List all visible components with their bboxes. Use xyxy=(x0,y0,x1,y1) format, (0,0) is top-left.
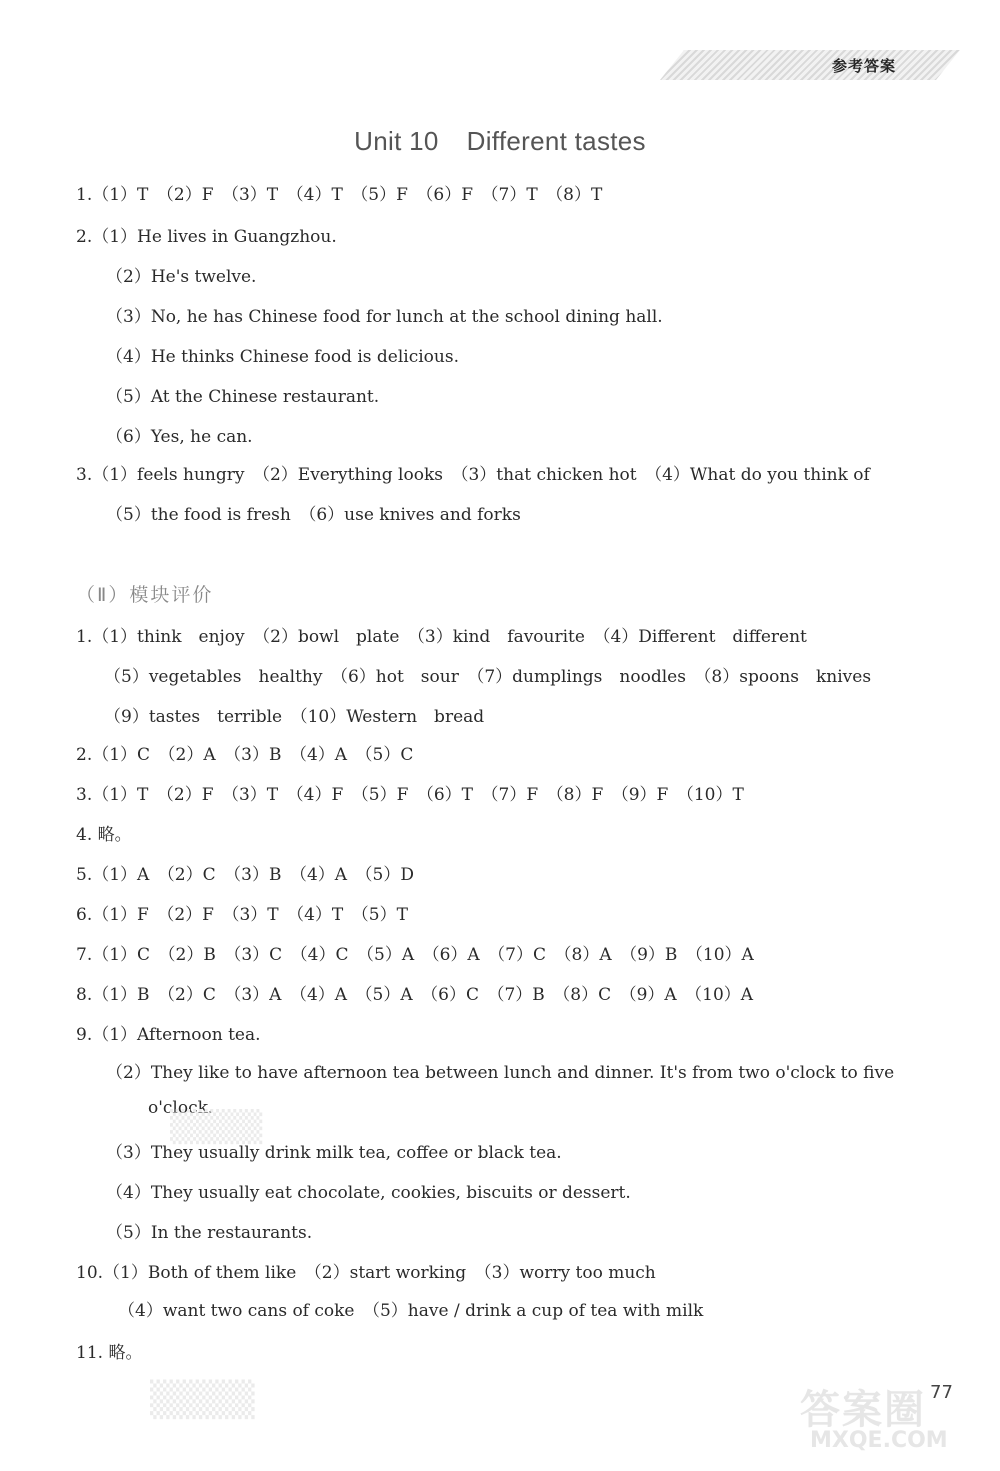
answer-line: 4. 略。 xyxy=(76,825,132,845)
answer-line: 2.（1）C （2）A （3）B （4）A （5）C xyxy=(76,745,414,765)
answer-line: （4）want two cans of coke （5）have / drink a cup of tea with milk xyxy=(118,1301,704,1321)
answer-line: 7.（1）C （2）B （3）C （4）C （5）A （6）A （7）C （8）A （9）B （10）A xyxy=(76,945,754,965)
page-number: 77 xyxy=(930,1382,953,1403)
answer-line: 3.（1）feels hungry （2）Everything looks （3）that chicken hot （4）What do you think of xyxy=(76,465,870,485)
header-label: 参考答案 xyxy=(832,57,897,75)
answer-line: 1.（1）T （2）F （3）T （4）T （5）F （6）F （7）T （8）T xyxy=(76,185,603,205)
answer-line: 10.（1）Both of them like （2）start working （3）worry too much xyxy=(76,1263,656,1283)
answer-line: （9）tastes terrible （10）Western bread xyxy=(104,707,485,727)
answer-line: （5）In the restaurants. xyxy=(106,1223,313,1243)
footer-logo-url: MXQE.COM xyxy=(810,1428,948,1453)
answer-line: （5）the food is fresh （6）use knives and forks xyxy=(106,505,521,525)
footer-logo xyxy=(800,1378,990,1458)
answer-line: 6.（1）F （2）F （3）T （4）T （5）T xyxy=(76,905,408,925)
answer-line: 11. 略。 xyxy=(76,1343,143,1363)
answer-line: （3）No, he has Chinese food for lunch at the school dining hall. xyxy=(106,307,663,327)
answer-line: 3.（1）T （2）F （3）T （4）F （5）F （6）T （7）F （8）F （9）F （10）T xyxy=(76,785,744,805)
unit-title xyxy=(0,126,1000,157)
answer-line: （5）vegetables healthy （6）hot sour （7）dumplings noodles （8）spoons knives xyxy=(104,667,872,687)
unit-number: Unit 10 xyxy=(354,126,439,156)
answer-line: （3）They usually drink milk tea, coffee or black tea. xyxy=(106,1143,562,1163)
watermark-stamp: ▒▒▒▒ xyxy=(170,1110,263,1145)
answer-line: 5.（1）A （2）C （3）B （4）A （5）D xyxy=(76,865,414,885)
answer-line: （4）He thinks Chinese food is delicious. xyxy=(106,347,459,367)
unit-name: Different tastes xyxy=(466,126,646,156)
answer-line: o'clock. xyxy=(148,1098,214,1118)
answer-line: （6）Yes, he can. xyxy=(106,427,253,447)
answer-line: 1.（1）think enjoy （2）bowl plate （3）kind favourite （4）Different different xyxy=(76,627,807,647)
footer-logo-mark: 答案圈 xyxy=(800,1387,926,1433)
answer-line: 9.（1）Afternoon tea. xyxy=(76,1025,261,1045)
answer-line: （5）At the Chinese restaurant. xyxy=(106,387,380,407)
header-band xyxy=(660,50,960,80)
watermark-stamp: ▒▒▒▒ xyxy=(150,1380,255,1420)
answer-line: 2.（1）He lives in Guangzhou. xyxy=(76,227,337,247)
answer-line: （4）They usually eat chocolate, cookies, biscuits or dessert. xyxy=(106,1183,631,1203)
answer-line: 8.（1）B （2）C （3）A （4）A （5）A （6）C （7）B （8）C （9）A （10）A xyxy=(76,985,754,1005)
answer-line: （2）He's twelve. xyxy=(106,267,257,287)
section-heading: （Ⅱ）模块评价 xyxy=(76,584,214,606)
answer-line: （2）They like to have afternoon tea between lunch and dinner. It's from two o'clock to five xyxy=(106,1063,895,1083)
